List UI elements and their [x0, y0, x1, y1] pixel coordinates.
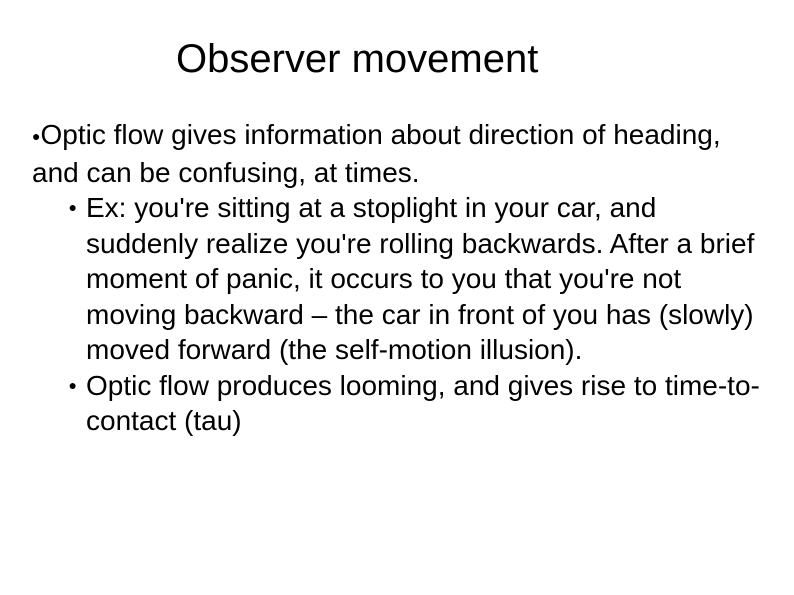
bullet-icon: ●	[32, 128, 41, 144]
sub-bullet-text: Ex: you're sitting at a stoplight in your car, and suddenly realize you're rolling backwards. After a brief moment of panic, it occurs to you that you're not moving backward – the car in front of you has (slowly) moved forward (the self-motion illusion).	[86, 192, 755, 365]
bullet-item	[32, 117, 772, 190]
sub-bullet-item	[32, 190, 772, 368]
sub-bullet-item	[32, 368, 772, 439]
slide-body	[32, 117, 772, 439]
slide-title: Observer movement	[176, 37, 539, 81]
bullet-icon: ●	[68, 376, 77, 393]
sub-bullet-list	[32, 190, 772, 439]
bullet-icon: ●	[68, 199, 77, 215]
bullet-text: Optic flow gives information about direction of heading, and can be confusing, at times.	[32, 119, 721, 188]
sub-bullet-text: Optic flow produces looming, and gives rise to time-to-contact (tau)	[86, 369, 760, 436]
